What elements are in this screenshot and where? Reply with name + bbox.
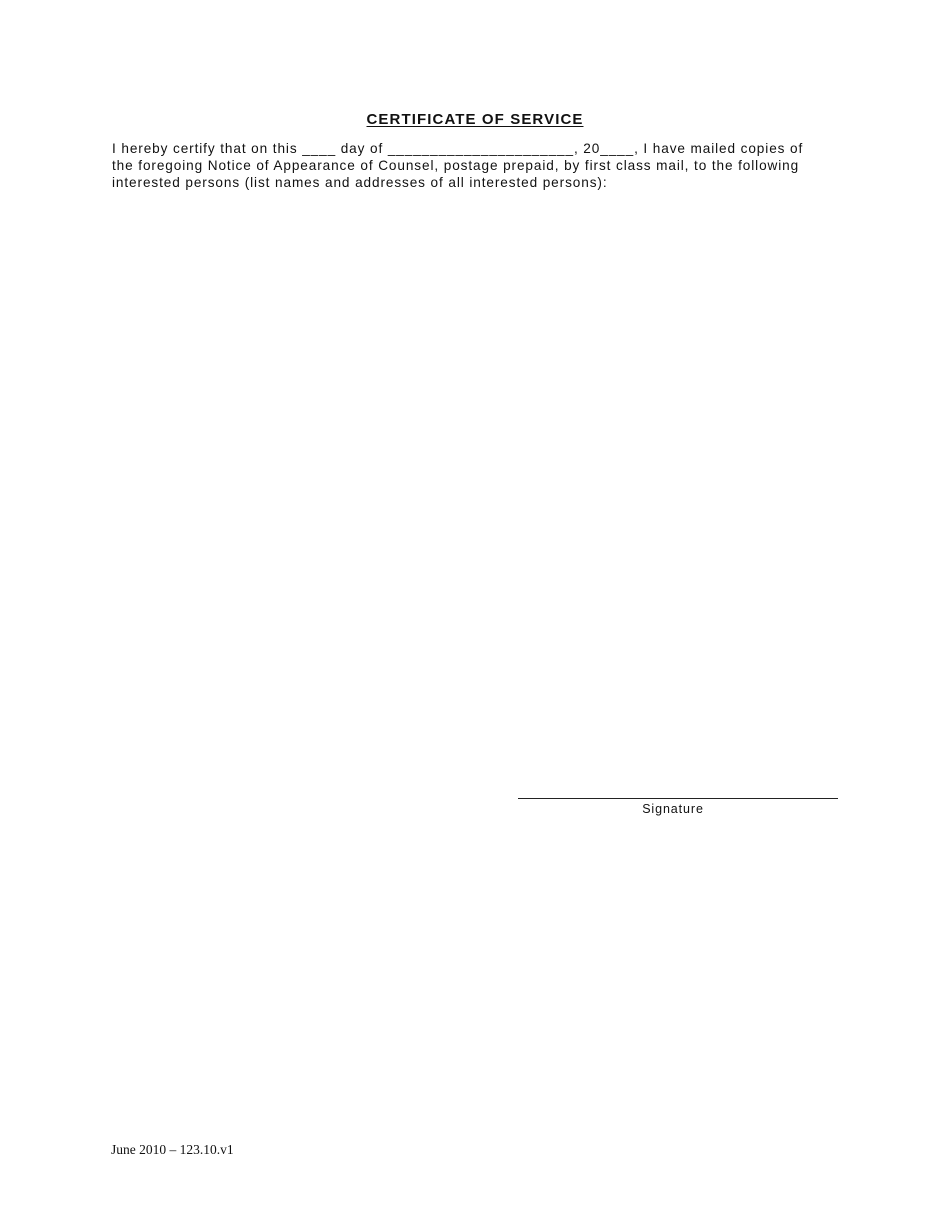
page-title: CERTIFICATE OF SERVICE	[366, 111, 584, 128]
paragraph-line-1: I hereby certify that on this ____ day of ______________________, 20____, I have mailed copies of	[112, 141, 804, 156]
signature-label: Signature	[642, 802, 704, 816]
signature-line	[518, 798, 838, 799]
footer-revision: June 2010 – 123.10.v1	[111, 1142, 234, 1157]
paragraph-line-3: interested persons (list names and addresses of all interested persons):	[112, 175, 608, 190]
paragraph-line-2: the foregoing Notice of Appearance of Counsel, postage prepaid, by first class mail, to the following	[112, 158, 800, 173]
certification-paragraph	[112, 140, 822, 191]
